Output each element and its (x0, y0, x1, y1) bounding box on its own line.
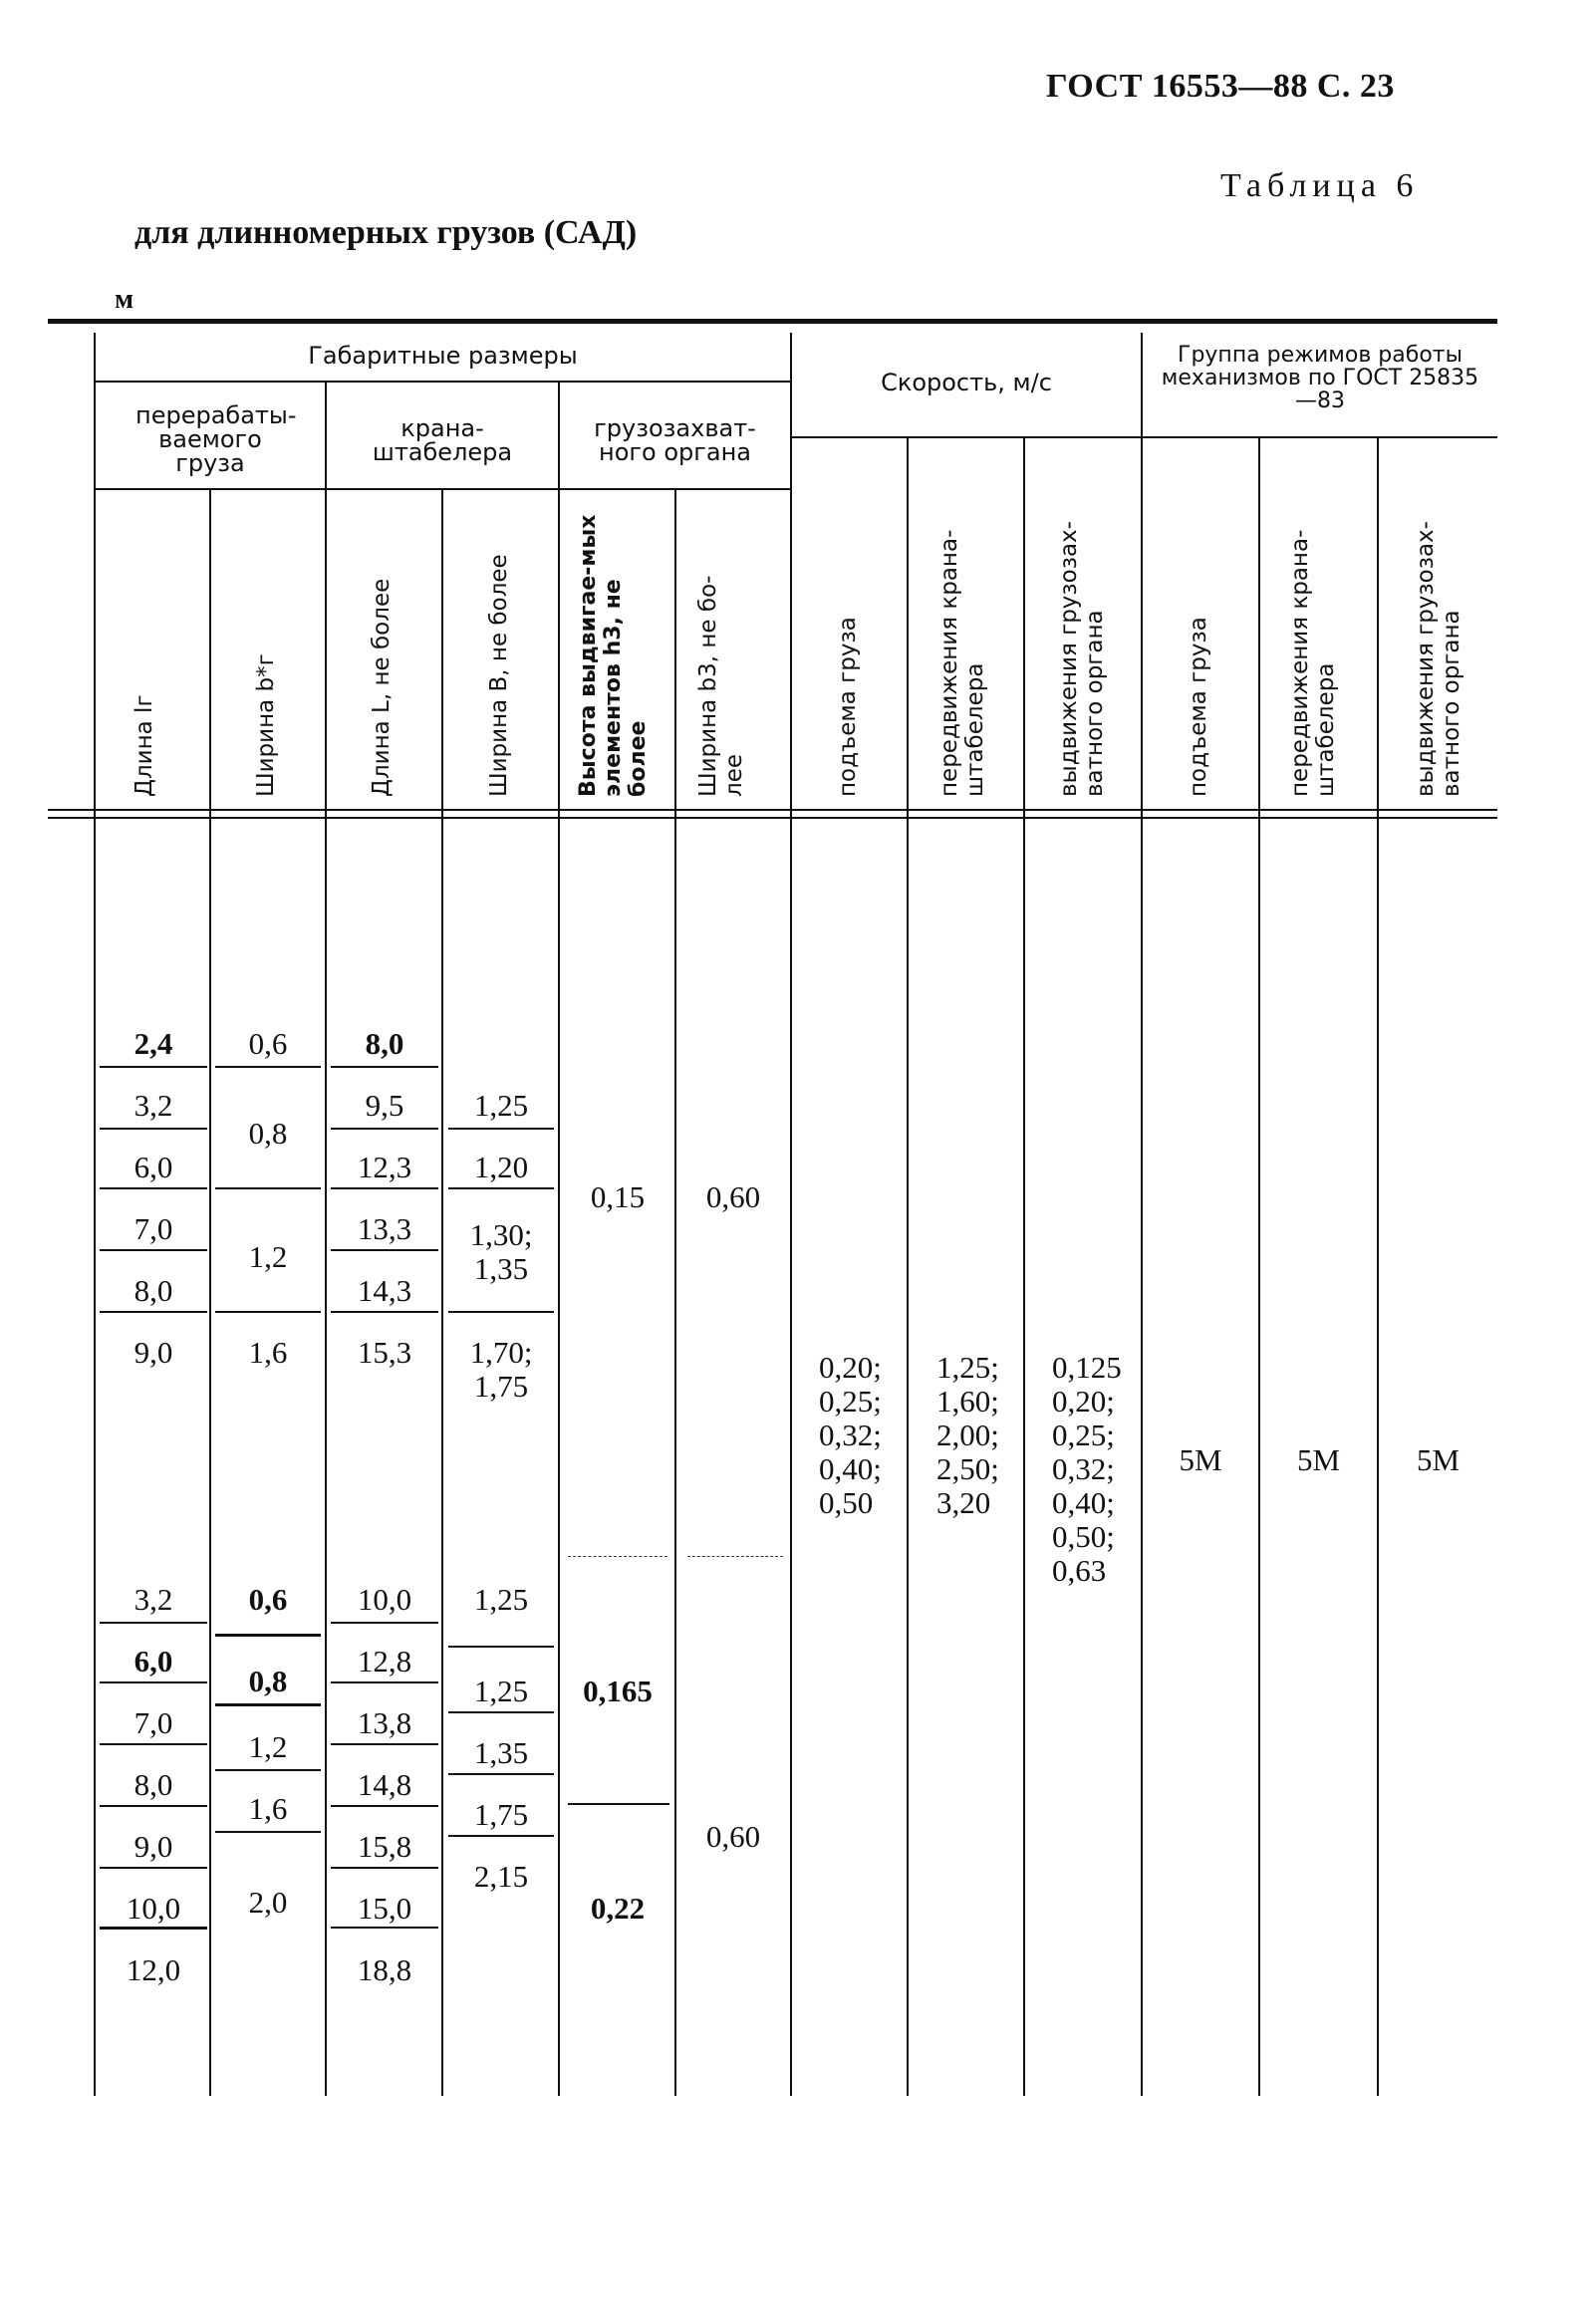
header-height-h3 (576, 498, 654, 797)
modes-underline (1143, 436, 1497, 438)
table-number: Таблица 6 (1220, 167, 1420, 204)
col-line-10 (1258, 438, 1260, 2096)
header-mode-extend (1413, 458, 1472, 797)
col-line-11 (1377, 438, 1379, 2096)
g1-lg-0: 2,4 (133, 1026, 173, 1061)
g1-lg-5: 9,0 (133, 1335, 173, 1370)
header-speed-extend-text: выдвижения грузозах-ватного органа (1056, 521, 1108, 797)
g1-B-sep-3 (448, 1311, 554, 1313)
header-width-B: Ширина B, не более (486, 554, 512, 797)
modes-header-text: Группа режимов работы механизмов по ГОСТ 25835—83 (1161, 343, 1479, 413)
mode-extend: 5М (1416, 1442, 1461, 1477)
speed-move-2: 2,00; (936, 1418, 999, 1452)
speed-extend-0: 0,125 (1052, 1350, 1122, 1385)
g2-bg-sep-4 (215, 1831, 321, 1833)
g1-B-1: 1,20 (473, 1150, 529, 1184)
g2-L-5: 15,0 (357, 1891, 412, 1926)
g2-L-sep-1 (331, 1622, 438, 1624)
speed-lift-0: 0,20; (819, 1350, 882, 1385)
g2-lg-sep-1 (100, 1622, 207, 1624)
g1-lg-sep-3 (100, 1187, 207, 1189)
speed-lift-2: 0,32; (819, 1418, 882, 1452)
header-mode-extend-text: выдвижения грузозах-ватного органа (1413, 521, 1464, 797)
g1-bg-3: 1,6 (248, 1335, 288, 1370)
g2-B-sep-2 (448, 1711, 554, 1713)
grip-header (560, 416, 790, 464)
g2-L-sep-2 (331, 1681, 438, 1683)
col-line-2 (325, 383, 327, 2096)
g2-B-2: 1,35 (473, 1735, 529, 1770)
g1-b3: 0,60 (705, 1179, 761, 1214)
col-line-3 (441, 488, 443, 2096)
col-line-8 (1023, 438, 1025, 2096)
g2-bg-3: 1,6 (248, 1791, 288, 1826)
col-line-7 (907, 438, 909, 2096)
g1-B-2: 1,30; (469, 1217, 533, 1252)
g1-L-sep-1 (331, 1066, 438, 1068)
header-width-b3-text: Ширина b3, не бо-лее (695, 575, 747, 797)
g2-L-sep-5 (331, 1867, 438, 1869)
g2-h3-1: 0,22 (590, 1891, 646, 1926)
col-line-4 (558, 383, 560, 2096)
g1-L-2: 12,3 (357, 1150, 412, 1184)
header-length-L: Длина L, не более (369, 578, 395, 797)
g2-lg-4: 9,0 (133, 1829, 173, 1864)
g1-B-5: 1,75 (473, 1369, 529, 1404)
table-top-rule (48, 319, 1497, 324)
g1-lg-4: 8,0 (133, 1273, 173, 1308)
g2-L-1: 12,8 (357, 1644, 412, 1678)
speed-lift-values (819, 1351, 882, 1520)
g1-bg-0: 0,6 (248, 1026, 288, 1061)
g1-lg-sep-1 (100, 1066, 207, 1068)
g2-h3-sep-1 (568, 1803, 669, 1805)
modes-header (1143, 344, 1497, 412)
g2-L-sep-3 (331, 1743, 438, 1745)
g2-lg-sep-4 (100, 1805, 207, 1807)
g1-L-5: 15,3 (357, 1335, 412, 1370)
speed-extend-values (1052, 1351, 1122, 1588)
g2-b3: 0,60 (705, 1819, 761, 1854)
g2-bg-sep-3 (215, 1769, 321, 1771)
col-line-0 (94, 333, 96, 2096)
g2-lg-sep-6 (100, 1927, 207, 1930)
g1-bg-sep-1 (215, 1066, 321, 1068)
header-height-h3-text: Высота выдвигае-мых элементов h3, не более (576, 514, 651, 797)
header-speed-lift: подъема груза (835, 617, 861, 797)
g2-B-1: 1,25 (473, 1674, 529, 1708)
g1-L-sep-5 (331, 1311, 438, 1313)
g2-bg-sep-2 (215, 1703, 321, 1706)
col-line-9 (1141, 333, 1143, 2096)
g1-B-4: 1,70; (469, 1335, 533, 1370)
speed-lift-3: 0,40; (819, 1451, 882, 1486)
g2-lg-1: 6,0 (133, 1644, 173, 1678)
g2-L-4: 15,8 (357, 1829, 412, 1864)
g1-L-3: 13,3 (357, 1211, 412, 1246)
header-mode-lift: подъема груза (1186, 617, 1211, 797)
gabarit-header: Габаритные размеры (308, 342, 578, 370)
g2-bg-1: 0,8 (248, 1664, 288, 1698)
speed-underline (792, 436, 1141, 438)
g2-bg-sep-1 (215, 1634, 321, 1637)
header-speed-extend (1056, 478, 1116, 797)
g2-bg-4: 2,0 (248, 1885, 288, 1920)
g2-lg-5: 10,0 (126, 1891, 181, 1926)
header-speed-move-text: передвижения крана-штабелера (936, 529, 988, 797)
g2-lg-3: 8,0 (133, 1767, 173, 1802)
g1-lg-sep-2 (100, 1128, 207, 1130)
g1-B-sep-1 (448, 1128, 554, 1130)
g2-L-sep-6 (331, 1927, 438, 1929)
group-sep-b3 (687, 1556, 783, 1557)
g1-L-0: 8,0 (365, 1026, 404, 1061)
standard-header: ГОСТ 16553—88 С. 23 (1046, 68, 1395, 105)
g2-L-2: 13,8 (357, 1705, 412, 1740)
speed-header: Скорость, м/с (881, 369, 1052, 396)
mode-lift: 5М (1179, 1442, 1222, 1477)
g2-B-sep-4 (448, 1835, 554, 1837)
g1-L-4: 14,3 (357, 1273, 412, 1308)
header-bottom-rule (48, 809, 1497, 811)
header-mode-move (1287, 478, 1347, 797)
g2-L-3: 14,8 (357, 1767, 412, 1802)
g1-L-sep-3 (331, 1187, 438, 1189)
speed-extend-6: 0,63 (1052, 1553, 1107, 1588)
g2-h3-0: 0,165 (583, 1674, 653, 1708)
header-speed-move (936, 478, 996, 797)
speed-extend-3: 0,32; (1052, 1451, 1115, 1486)
cargo-header (96, 403, 325, 475)
col-line-6 (790, 333, 792, 2096)
g2-L-sep-4 (331, 1805, 438, 1807)
speed-extend-1: 0,20; (1052, 1384, 1115, 1419)
speed-extend-2: 0,25; (1052, 1418, 1115, 1452)
g1-L-1: 9,5 (365, 1088, 404, 1123)
g1-L-sep-2 (331, 1128, 438, 1130)
speed-move-0: 1,25; (936, 1350, 999, 1385)
g2-B-sep-3 (448, 1773, 554, 1775)
speed-move-1: 1,60; (936, 1384, 999, 1419)
g2-lg-2: 7,0 (133, 1705, 173, 1740)
g2-B-sep-1 (448, 1646, 554, 1648)
g1-bg-sep-3 (215, 1311, 321, 1313)
g1-B-sep-2 (448, 1187, 554, 1189)
speed-lift-4: 0,50 (819, 1485, 874, 1520)
g2-lg-6: 12,0 (126, 1952, 181, 1987)
gabarit-underline (96, 381, 790, 383)
speed-extend-4: 0,40; (1052, 1485, 1115, 1520)
g2-bg-2: 1,2 (248, 1729, 288, 1764)
g1-h3: 0,15 (590, 1179, 646, 1214)
g1-lg-3: 7,0 (133, 1211, 173, 1246)
speed-move-3: 2,50; (936, 1451, 999, 1486)
g2-lg-sep-3 (100, 1743, 207, 1745)
table-subtitle: для длинномерных грузов (САД) (134, 214, 638, 251)
g2-lg-0: 3,2 (133, 1582, 173, 1617)
unit-label: м (115, 284, 134, 315)
speed-move-4: 3,20 (936, 1485, 991, 1520)
col-line-1 (209, 488, 211, 2096)
header-width-bg: Ширина b*г (253, 653, 279, 797)
group-sep-h3 (568, 1556, 667, 1557)
g1-bg-sep-2 (215, 1187, 321, 1189)
g1-bg-1: 0,8 (248, 1116, 288, 1151)
g1-lg-2: 6,0 (133, 1150, 173, 1184)
g2-L-0: 10,0 (357, 1582, 412, 1617)
header-length-lg: Длина lг (132, 694, 157, 797)
g1-lg-sep-4 (100, 1249, 207, 1251)
crane-header (327, 416, 558, 464)
header-width-b3 (695, 538, 755, 797)
g2-lg-sep-2 (100, 1681, 207, 1683)
g2-bg-0: 0,6 (248, 1582, 288, 1617)
col-line-5 (674, 488, 676, 2096)
speed-lift-1: 0,25; (819, 1384, 882, 1419)
grip-header-text: грузозахват-ного органа (594, 414, 756, 466)
speed-extend-5: 0,50; (1052, 1519, 1115, 1554)
cargo-header-text: перерабаты-ваемого груза (135, 401, 297, 477)
g2-B-4: 2,15 (473, 1859, 529, 1894)
mode-move: 5М (1296, 1442, 1341, 1477)
g1-lg-1: 3,2 (133, 1088, 173, 1123)
g1-B-0: 1,25 (473, 1088, 529, 1123)
crane-header-text: крана-штабелера (372, 414, 513, 466)
g2-B-3: 1,75 (473, 1797, 529, 1832)
g2-B-0: 1,25 (473, 1582, 529, 1617)
g1-L-sep-4 (331, 1249, 438, 1251)
g1-B-3: 1,35 (473, 1251, 529, 1286)
header-mode-move-text: передвижения крана-штабелера (1287, 529, 1339, 797)
g2-L-6: 18,8 (357, 1952, 412, 1987)
header-bottom-rule-2 (48, 817, 1497, 819)
speed-move-values (936, 1351, 999, 1520)
group-underline (96, 488, 790, 490)
g1-lg-sep-5 (100, 1311, 207, 1313)
g1-bg-2: 1,2 (248, 1239, 288, 1274)
g2-lg-sep-5 (100, 1867, 207, 1869)
